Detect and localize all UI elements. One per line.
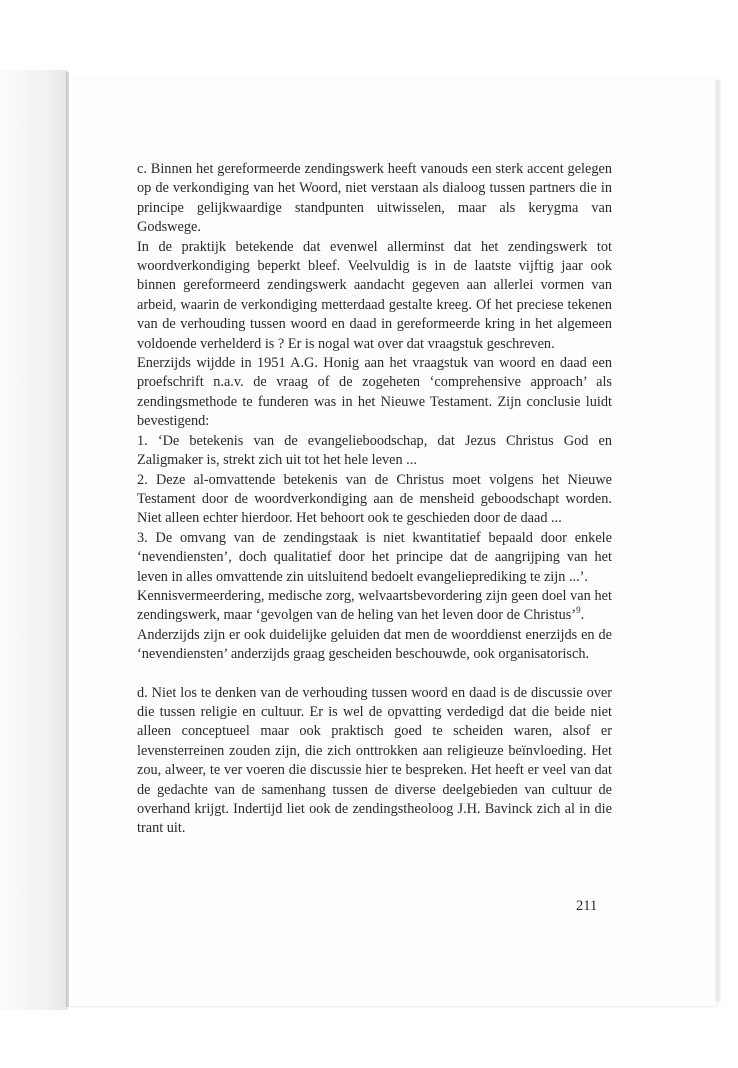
paragraph bbox=[137, 587, 612, 626]
body-text bbox=[137, 160, 612, 839]
paragraph-text: Kennisvermeerdering, medische zorg, welvaartsbevordering zijn geen doel van het zendingswerk, maar ‘gevolgen van de heling van het leven door de Christus’ bbox=[137, 587, 612, 624]
paragraph-end: . bbox=[580, 607, 585, 624]
page-edge bbox=[715, 80, 721, 1002]
book-spine bbox=[0, 70, 68, 1010]
footnote-reference: 9 bbox=[576, 605, 581, 616]
page-number: 211 bbox=[576, 898, 598, 914]
quote-point-2: 2. Deze al-omvattende betekenis van de Christus moet volgens het Nieuwe Testament door de woordverkondiging aan de mensheid geboodschapt worden. Niet alleen echter hierdoor. Het behoort ook te geschieden door de daad ... bbox=[137, 471, 612, 527]
quote-point-3: 3. De omvang van de zendingstaak is niet kwantitatief bepaald door enkele ‘nevendiensten’, doch qualitatief door het principe dat de aangrijping van het leven in alles omvattende zin uitsluitend bedoelt evangelieprediking te zijn ...’. bbox=[137, 529, 612, 585]
quote-point-1: 1. ‘De betekenis van de evangelieboodschap, dat Jezus Christus God en Zaligmaker is, strekt zich uit tot het hele leven ... bbox=[137, 432, 612, 469]
paragraph-c: c. Binnen het gereformeerde zendingswerk heeft vanouds een sterk accent gelegen op de verkondiging van het Woord, niet verstaan als dialoog tussen partners die in principe gelijkwaardige standpunten uitwisselen, maar als kerygma van Godswege. bbox=[137, 161, 612, 236]
paragraph: Enerzijds wijdde in 1951 A.G. Honig aan het vraagstuk van woord en daad een proefschrift n.a.v. de vraag of de zogeheten ‘comprehensive approach’ als zendingsmethode te funderen was in het Nieuwe Testament. Zijn conclusie luidt bevestigend: bbox=[137, 355, 612, 430]
paragraph: Anderzijds zijn er ook duidelijke geluiden dat men de woorddienst enerzijds en de ‘nevendiensten’ anderzijds graag gescheiden beschouwde, ook organisatorisch. bbox=[137, 626, 612, 663]
paragraph: In de praktijk betekende dat evenwel allerminst dat het zendingswerk tot woordverkondiging beperkt bleef. Veelvuldig is in de laatste vijftig jaar ook binnen gereformeerd zendingswerk aandacht gegeven aan allerlei vormen van arbeid, waarin de verkondiging metterdaad gestalte kreeg. Of het preciese tekenen van de verhouding tussen woord en daad in gereformeerde kring in het algemeen voldoende verhelderd is ? Er is nogal wat over dat vraagstuk geschreven. bbox=[137, 238, 612, 352]
paragraph-gap bbox=[137, 665, 612, 684]
paragraph-d: d. Niet los te denken van de verhouding tussen woord en daad is de discussie over die tussen religie en cultuur. Er is wel de opvatting verdedigd dat die beide niet alleen conceptueel maar ook praktisch goed te scheiden waren, alsof er levensterreinen zouden zijn, die zich onttrokken aan religieuze beïnvloeding. Het zou, alweer, te ver voeren die discussie hier te bespreken. Het heeft er veel van dat de gedachte van de samenhang tussen de diverse deelgebieden van cultuur de overhand krijgt. Indertijd liet ook de zendingstheoloog J.H. Bavinck zich al in die trant uit. bbox=[137, 684, 612, 837]
